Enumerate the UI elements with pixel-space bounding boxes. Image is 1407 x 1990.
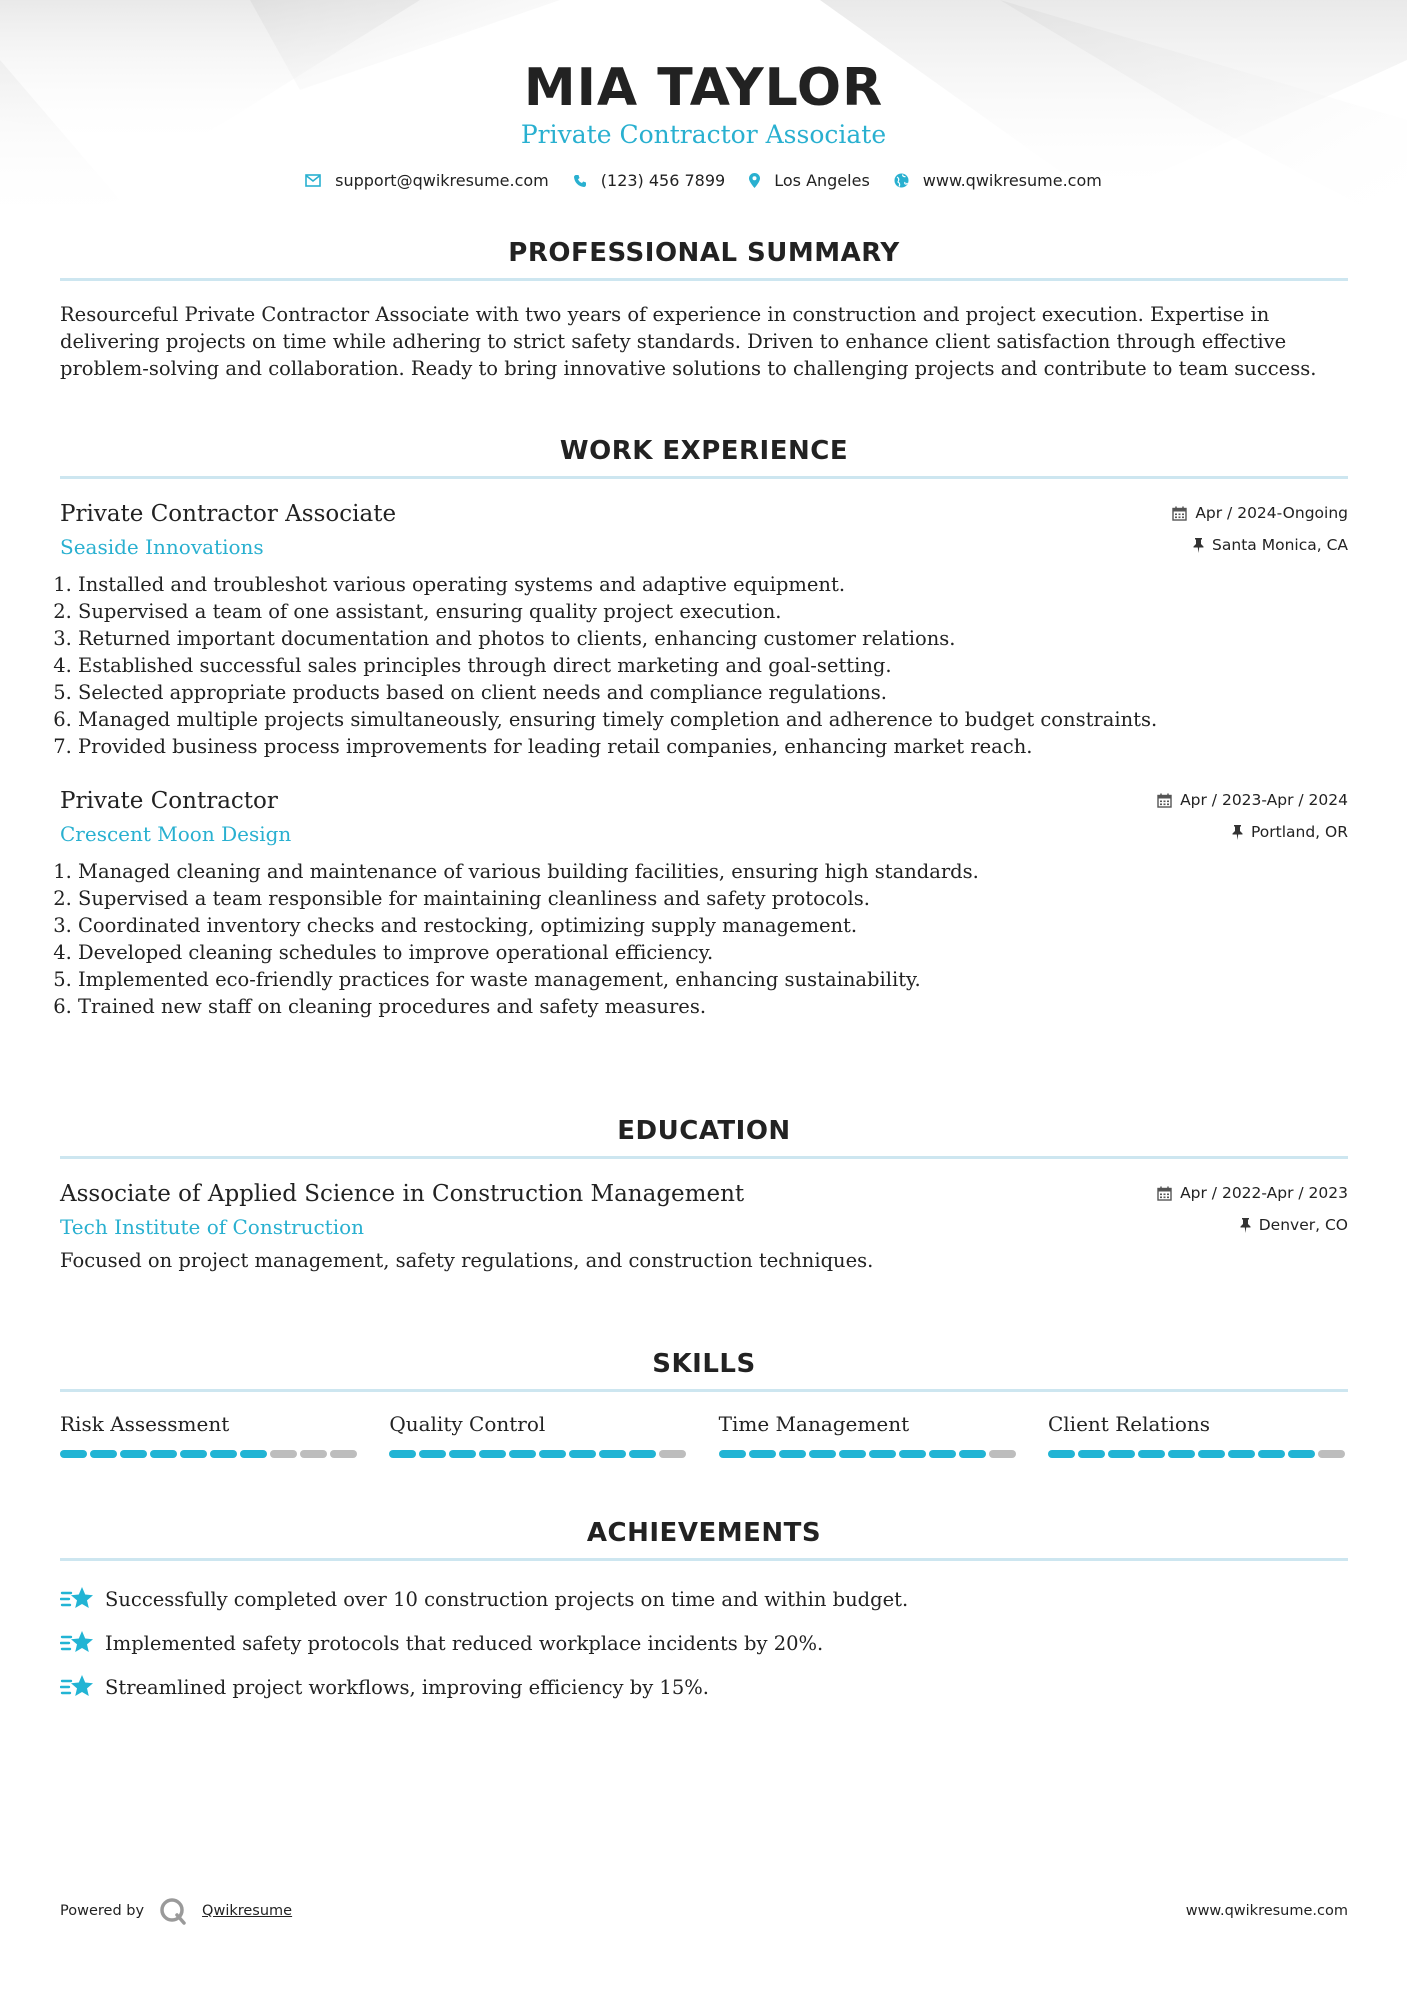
phone-icon — [573, 174, 587, 188]
education-meta — [1157, 1181, 1348, 1237]
skill-name: Time Management — [718, 1412, 910, 1436]
skill-level-bar — [1048, 1450, 1348, 1458]
section-divider — [60, 476, 1348, 479]
candidate-name: MIA TAYLOR — [523, 58, 884, 118]
education-section — [60, 1116, 1348, 1272]
list-item: 3. Returned important documentation and photos to clients, enhancing customer relations. — [78, 625, 1348, 652]
skill-name: Client Relations — [1047, 1412, 1211, 1436]
skill-segment-filled — [959, 1450, 986, 1458]
pushpin-icon — [1232, 825, 1243, 840]
calendar-icon — [1157, 793, 1172, 808]
contact-location — [749, 171, 870, 190]
section-divider — [60, 1389, 1348, 1392]
education-location — [1157, 1213, 1348, 1237]
skill-segment-filled — [180, 1450, 207, 1458]
skill-segment-filled — [120, 1450, 147, 1458]
job-meta — [1157, 788, 1348, 844]
section-divider — [60, 1558, 1348, 1561]
skill-name: Risk Assessment — [60, 1412, 230, 1436]
skill-level-bar — [719, 1450, 1019, 1458]
skill-segment-filled — [1138, 1450, 1165, 1458]
skill-segment-filled — [210, 1450, 237, 1458]
website-text: www.qwikresume.com — [922, 171, 1102, 190]
skill-segment-filled — [869, 1450, 896, 1458]
contact-bar — [0, 171, 1407, 190]
skill-item — [389, 1412, 689, 1458]
list-item: 2. Supervised a team responsible for maintaining cleanliness and safety protocols. — [78, 885, 1348, 912]
contact-website[interactable] — [894, 171, 1102, 190]
job-bullets — [78, 571, 1348, 760]
skill-segment-empty — [1318, 1450, 1345, 1458]
job-dates-text: Apr / 2023-Apr / 2024 — [1180, 791, 1348, 809]
powered-by — [60, 1896, 292, 1926]
skills-heading: SKILLS — [652, 1349, 756, 1379]
list-item: 4. Developed cleaning schedules to improve operational efficiency. — [78, 939, 1348, 966]
skill-segment-filled — [1078, 1450, 1105, 1458]
contact-email[interactable] — [305, 171, 549, 190]
phone-text: (123) 456 7899 — [600, 171, 726, 190]
section-divider — [60, 278, 1348, 281]
school-name: Tech Institute of Construction — [60, 1215, 365, 1239]
achievement-item — [60, 1621, 1348, 1665]
education-entry — [60, 1181, 1348, 1272]
skill-segment-filled — [1288, 1450, 1315, 1458]
skill-level-bar — [389, 1450, 689, 1458]
skills-list — [60, 1412, 1348, 1458]
list-item: 1. Managed cleaning and maintenance of various building facilities, ensuring high standards. — [78, 858, 1348, 885]
list-item: 6. Managed multiple projects simultaneously, ensuring timely completion and adherence to budget constraints. — [78, 706, 1348, 733]
job-meta — [1172, 501, 1348, 557]
skill-segment-filled — [809, 1450, 836, 1458]
map-pin-icon — [749, 173, 760, 188]
skill-segment-filled — [1048, 1450, 1075, 1458]
list-item: 2. Supervised a team of one assistant, ensuring quality project execution. — [78, 598, 1348, 625]
skill-segment-empty — [330, 1450, 357, 1458]
list-item: 3. Coordinated inventory checks and restocking, optimizing supply management. — [78, 912, 1348, 939]
achievements-heading: ACHIEVEMENTS — [586, 1518, 822, 1548]
list-item: 5. Selected appropriate products based on client needs and compliance regulations. — [78, 679, 1348, 706]
education-dates-text: Apr / 2022-Apr / 2023 — [1180, 1184, 1348, 1202]
skill-item — [60, 1412, 360, 1458]
skill-segment-empty — [989, 1450, 1016, 1458]
skill-segment-filled — [539, 1450, 566, 1458]
skill-segment-filled — [599, 1450, 626, 1458]
skill-segment-filled — [240, 1450, 267, 1458]
list-item: 7. Provided business process improvements for leading retail companies, enhancing market reach. — [78, 733, 1348, 760]
degree-title: Associate of Applied Science in Construction Management — [60, 1181, 745, 1207]
experience-heading: WORK EXPERIENCE — [559, 436, 849, 466]
skill-segment-empty — [659, 1450, 686, 1458]
skill-item — [1048, 1412, 1348, 1458]
location-text: Los Angeles — [774, 171, 870, 190]
summary-text: Resourceful Private Contractor Associate with two years of experience in construction and project execution. Expertise in delivering projects on time while adhering to strict safety standards. Driven to enhance client satisfaction through effective problem-solving and collaboration. Ready to bring innovative solutions to challenging projects and contribute to team success. — [60, 303, 1317, 380]
skill-segment-filled — [1258, 1450, 1285, 1458]
skill-item — [719, 1412, 1019, 1458]
job-entry — [60, 501, 1348, 760]
job-title: Private Contractor — [60, 788, 278, 814]
email-text: support@qwikresume.com — [335, 171, 549, 190]
skill-segment-filled — [389, 1450, 416, 1458]
list-item: 1. Installed and troubleshot various operating systems and adaptive equipment. — [78, 571, 1348, 598]
list-item: 6. Trained new staff on cleaning procedures and safety measures. — [78, 993, 1348, 1020]
job-company: Crescent Moon Design — [60, 822, 292, 846]
skill-segment-filled — [1168, 1450, 1195, 1458]
job-location-text: Portland, OR — [1250, 823, 1348, 841]
achievement-item — [60, 1577, 1348, 1621]
calendar-icon — [1172, 506, 1187, 521]
skill-segment-filled — [1198, 1450, 1225, 1458]
summary-heading: PROFESSIONAL SUMMARY — [508, 238, 900, 268]
skill-segment-filled — [779, 1450, 806, 1458]
education-dates — [1157, 1181, 1348, 1205]
job-location — [1157, 820, 1348, 844]
shooting-star-icon — [60, 1585, 95, 1613]
skill-segment-filled — [449, 1450, 476, 1458]
education-heading: EDUCATION — [617, 1116, 791, 1146]
summary-section — [60, 238, 1348, 382]
skill-segment-filled — [90, 1450, 117, 1458]
skill-segment-filled — [629, 1450, 656, 1458]
skill-segment-filled — [929, 1450, 956, 1458]
skill-segment-filled — [150, 1450, 177, 1458]
skill-segment-empty — [300, 1450, 327, 1458]
achievements-section — [60, 1518, 1348, 1709]
job-dates — [1172, 501, 1348, 525]
skill-segment-filled — [749, 1450, 776, 1458]
skill-segment-filled — [60, 1450, 87, 1458]
education-location-text: Denver, CO — [1258, 1216, 1348, 1234]
achievement-item — [60, 1665, 1348, 1709]
skill-segment-filled — [479, 1450, 506, 1458]
candidate-role: Private Contractor Associate — [520, 120, 887, 149]
job-dates-text: Apr / 2024-Ongoing — [1195, 504, 1348, 522]
job-company: Seaside Innovations — [60, 535, 264, 559]
section-divider — [60, 1156, 1348, 1159]
skill-name: Quality Control — [389, 1412, 546, 1436]
skill-segment-empty — [270, 1450, 297, 1458]
job-entry — [60, 788, 1348, 1020]
job-bullets — [78, 858, 1348, 1020]
job-location — [1172, 533, 1348, 557]
qwikresume-logo-icon — [158, 1896, 188, 1926]
skill-segment-filled — [719, 1450, 746, 1458]
skill-segment-filled — [899, 1450, 926, 1458]
pushpin-icon — [1193, 538, 1204, 553]
skill-level-bar — [60, 1450, 360, 1458]
job-location-text: Santa Monica, CA — [1212, 536, 1348, 554]
calendar-icon — [1157, 1186, 1172, 1201]
skill-segment-filled — [509, 1450, 536, 1458]
education-description: Focused on project management, safety regulations, and construction techniques. — [60, 1249, 874, 1272]
globe-icon — [894, 173, 909, 188]
skill-segment-filled — [1228, 1450, 1255, 1458]
qwikresume-link[interactable]: Qwikresume — [202, 1903, 293, 1919]
footer-url[interactable]: www.qwikresume.com — [1185, 1903, 1348, 1919]
achievement-text: Implemented safety protocols that reduced workplace incidents by 20%. — [105, 1631, 824, 1655]
job-dates — [1157, 788, 1348, 812]
powered-by-label: Powered by — [60, 1903, 145, 1919]
skill-segment-filled — [419, 1450, 446, 1458]
list-item: 4. Established successful sales principles through direct marketing and goal-setting. — [78, 652, 1348, 679]
pushpin-icon — [1240, 1218, 1251, 1233]
page-footer — [60, 1896, 1348, 1926]
achievement-text: Streamlined project workflows, improving efficiency by 15%. — [105, 1675, 709, 1699]
achievements-list — [60, 1577, 1348, 1709]
envelope-icon — [305, 174, 321, 187]
skill-segment-filled — [839, 1450, 866, 1458]
achievement-text: Successfully completed over 10 construction projects on time and within budget. — [105, 1587, 909, 1611]
skill-segment-filled — [569, 1450, 596, 1458]
skills-section — [60, 1349, 1348, 1458]
shooting-star-icon — [60, 1629, 95, 1657]
job-title: Private Contractor Associate — [60, 501, 397, 527]
experience-section — [60, 436, 1348, 1020]
contact-phone[interactable] — [573, 171, 725, 190]
skill-segment-filled — [1108, 1450, 1135, 1458]
shooting-star-icon — [60, 1673, 95, 1701]
list-item: 5. Implemented eco-friendly practices for waste management, enhancing sustainability. — [78, 966, 1348, 993]
resume-header — [0, 0, 1407, 190]
